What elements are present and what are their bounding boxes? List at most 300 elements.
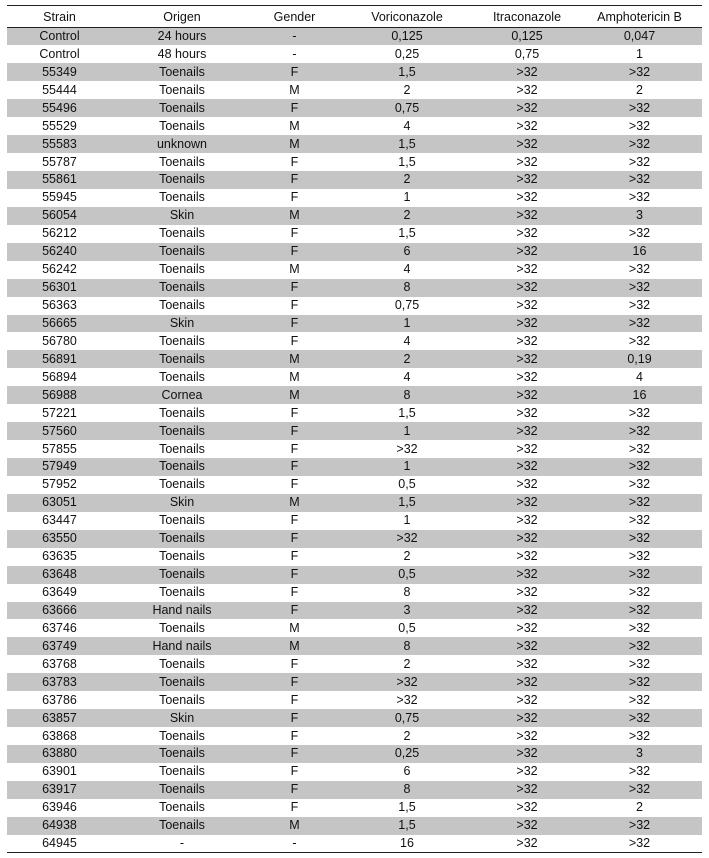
cell-origen: Toenails — [159, 190, 205, 205]
header-itraconazole: Itraconazole — [492, 9, 562, 24]
cell-voriconazole: 1,5 — [398, 495, 416, 510]
cell-origen: Toenails — [159, 262, 205, 277]
cell-voriconazole: 1,5 — [398, 136, 416, 151]
cell-origen: Toenails — [159, 746, 205, 761]
cell-amphotericin-b: >32 — [628, 118, 651, 133]
cell-itraconazole: >32 — [516, 64, 538, 79]
cell-origen: Toenails — [159, 100, 205, 115]
table-row — [7, 153, 702, 171]
cell-origen: Toenails — [159, 692, 205, 707]
table-row — [7, 297, 702, 315]
cell-voriconazole: 6 — [403, 764, 411, 779]
cell-itraconazole: >32 — [516, 244, 538, 259]
cell-origen: Hand nails — [152, 638, 212, 653]
cell-origen: Skin — [169, 710, 195, 725]
cell-gender: F — [290, 710, 299, 725]
cell-strain: 55496 — [42, 100, 77, 115]
cell-origen: Toenails — [159, 82, 205, 97]
cell-origen: 24 hours — [157, 29, 207, 44]
cell-itraconazole: >32 — [516, 567, 538, 582]
table-row — [7, 817, 702, 835]
cell-origen: Toenails — [159, 818, 205, 833]
cell-amphotericin-b: >32 — [628, 567, 651, 582]
cell-amphotericin-b: >32 — [628, 638, 651, 653]
table-row — [7, 745, 702, 763]
cell-amphotericin-b: >32 — [628, 620, 651, 635]
cell-itraconazole: >32 — [516, 262, 538, 277]
table-row — [7, 279, 702, 297]
cell-itraconazole: >32 — [516, 154, 538, 169]
cell-voriconazole: 1,5 — [398, 226, 416, 241]
cell-gender: F — [290, 567, 299, 582]
cell-gender: F — [290, 656, 299, 671]
cell-strain: 63550 — [42, 531, 77, 546]
cell-origen: Toenails — [159, 423, 205, 438]
cell-gender: F — [290, 190, 299, 205]
cell-amphotericin-b: >32 — [628, 405, 651, 420]
cell-gender: M — [289, 387, 300, 402]
cell-itraconazole: >32 — [516, 602, 538, 617]
cell-origen: Toenails — [159, 226, 205, 241]
cell-amphotericin-b: >32 — [628, 100, 651, 115]
table-row — [7, 315, 702, 333]
cell-origen: unknown — [156, 136, 208, 151]
cell-amphotericin-b: >32 — [628, 710, 651, 725]
cell-amphotericin-b: 3 — [636, 746, 643, 761]
cell-strain: 56242 — [42, 262, 77, 277]
cell-strain: 56988 — [42, 387, 77, 402]
cell-origen: Toenails — [159, 800, 205, 815]
cell-itraconazole: >32 — [516, 746, 538, 761]
cell-gender: F — [290, 728, 299, 743]
cell-strain: 55945 — [42, 190, 77, 205]
table-row — [7, 476, 702, 494]
cell-itraconazole: >32 — [516, 315, 538, 330]
cell-strain: 55529 — [42, 118, 77, 133]
cell-origen: Cornea — [161, 387, 203, 402]
cell-itraconazole: >32 — [516, 423, 538, 438]
table-row — [7, 63, 702, 81]
cell-voriconazole: 1 — [403, 513, 411, 528]
cell-origen: Toenails — [159, 280, 205, 295]
cell-gender: M — [289, 818, 300, 833]
cell-strain: 63880 — [42, 746, 77, 761]
cell-voriconazole: 8 — [403, 387, 411, 402]
cell-gender: F — [290, 298, 299, 313]
cell-gender: F — [290, 100, 299, 115]
cell-strain: 63749 — [42, 638, 77, 653]
table-row — [7, 225, 702, 243]
cell-voriconazole: >32 — [396, 441, 418, 456]
cell-itraconazole: >32 — [516, 405, 538, 420]
cell-strain: 55787 — [42, 154, 77, 169]
cell-gender: M — [289, 136, 300, 151]
cell-gender: M — [289, 369, 300, 384]
table-row — [7, 135, 702, 153]
table-row — [7, 781, 702, 799]
cell-voriconazole: 1 — [403, 315, 411, 330]
cell-strain: 63868 — [42, 728, 77, 743]
cell-gender: - — [292, 835, 297, 850]
cell-strain: 63786 — [42, 692, 77, 707]
cell-strain: 63447 — [42, 513, 77, 528]
table-row — [7, 655, 702, 673]
header-voriconazole: Voriconazole — [371, 9, 443, 24]
cell-itraconazole: >32 — [516, 369, 538, 384]
cell-voriconazole: 4 — [403, 333, 411, 348]
cell-origen: Toenails — [159, 674, 205, 689]
cell-voriconazole: 2 — [403, 208, 411, 223]
cell-strain: 63746 — [42, 620, 77, 635]
cell-itraconazole: >32 — [516, 835, 538, 850]
cell-voriconazole: 1,5 — [398, 154, 416, 169]
cell-voriconazole: >32 — [396, 531, 418, 546]
cell-itraconazole: >32 — [516, 549, 538, 564]
table-row — [7, 763, 702, 781]
cell-gender: F — [290, 405, 299, 420]
cell-voriconazole: 4 — [403, 369, 411, 384]
table-row — [7, 404, 702, 422]
cell-gender: M — [289, 638, 300, 653]
table-row — [7, 350, 702, 368]
cell-gender: F — [290, 459, 299, 474]
cell-gender: - — [292, 46, 297, 61]
cell-voriconazole: 1 — [403, 423, 411, 438]
cell-itraconazole: >32 — [516, 387, 538, 402]
cell-origen: Toenails — [159, 459, 205, 474]
cell-strain: 57560 — [42, 423, 77, 438]
cell-strain: 63917 — [42, 782, 77, 797]
cell-itraconazole: 0,75 — [514, 46, 540, 61]
header-row — [7, 6, 702, 28]
cell-strain: 63051 — [42, 495, 77, 510]
table-row — [7, 45, 702, 63]
cell-amphotericin-b: >32 — [628, 315, 651, 330]
cell-gender: F — [290, 423, 299, 438]
cell-origen: Toenails — [159, 764, 205, 779]
cell-strain: 63901 — [42, 764, 77, 779]
cell-strain: 63768 — [42, 656, 77, 671]
cell-strain: Control — [39, 29, 80, 44]
cell-strain: 63649 — [42, 585, 77, 600]
cell-amphotericin-b: >32 — [628, 262, 651, 277]
cell-gender: F — [290, 477, 299, 492]
table-row — [7, 512, 702, 530]
cell-amphotericin-b: >32 — [628, 513, 651, 528]
cell-itraconazole: >32 — [516, 226, 538, 241]
cell-itraconazole: >32 — [516, 477, 538, 492]
cell-voriconazole: 4 — [403, 118, 411, 133]
table-row — [7, 458, 702, 476]
cell-voriconazole: 0,75 — [394, 710, 420, 725]
table-row — [7, 566, 702, 584]
cell-origen: - — [179, 835, 185, 850]
cell-amphotericin-b: >32 — [628, 280, 651, 295]
cell-origen: Toenails — [159, 513, 205, 528]
cell-voriconazole: 3 — [403, 602, 411, 617]
cell-gender: M — [289, 118, 300, 133]
cell-voriconazole: 8 — [403, 782, 411, 797]
cell-amphotericin-b: >32 — [628, 818, 651, 833]
cell-itraconazole: >32 — [516, 620, 538, 635]
cell-strain: 56240 — [42, 244, 77, 259]
cell-strain: 55444 — [42, 82, 77, 97]
cell-voriconazole: 0,25 — [394, 746, 420, 761]
cell-origen: Toenails — [159, 118, 205, 133]
table-row — [7, 386, 702, 404]
cell-origen: Skin — [169, 495, 195, 510]
table-row — [7, 207, 702, 225]
table-row — [7, 117, 702, 135]
cell-itraconazole: >32 — [516, 459, 538, 474]
cell-origen: Toenails — [159, 405, 205, 420]
cell-gender: F — [290, 441, 299, 456]
cell-itraconazole: >32 — [516, 280, 538, 295]
cell-origen: Toenails — [159, 333, 205, 348]
cell-itraconazole: >32 — [516, 692, 538, 707]
cell-gender: M — [289, 495, 300, 510]
cell-amphotericin-b: >32 — [628, 782, 651, 797]
cell-strain: 56891 — [42, 351, 77, 366]
table-row — [7, 171, 702, 189]
cell-origen: Toenails — [159, 441, 205, 456]
cell-amphotericin-b: 2 — [636, 800, 643, 815]
susceptibility-table — [7, 5, 702, 853]
cell-itraconazole: >32 — [516, 172, 538, 187]
table-row — [7, 584, 702, 602]
cell-gender: M — [289, 262, 300, 277]
table-row — [7, 602, 702, 620]
table-row — [7, 189, 702, 207]
cell-strain: 56054 — [42, 208, 77, 223]
cell-gender: F — [290, 746, 299, 761]
cell-itraconazole: >32 — [516, 585, 538, 600]
cell-strain: 57221 — [42, 405, 77, 420]
cell-gender: - — [292, 29, 297, 44]
cell-voriconazole: 6 — [403, 244, 411, 259]
table-row — [7, 727, 702, 745]
header-gender: Gender — [273, 9, 316, 24]
table-row — [7, 709, 702, 727]
cell-itraconazole: >32 — [516, 531, 538, 546]
cell-voriconazole: 0,75 — [394, 100, 420, 115]
cell-voriconazole: 0,75 — [394, 298, 420, 313]
cell-gender: F — [290, 549, 299, 564]
cell-itraconazole: >32 — [516, 208, 538, 223]
cell-itraconazole: >32 — [516, 513, 538, 528]
table-row — [7, 243, 702, 261]
table-row — [7, 835, 702, 853]
cell-strain: 63946 — [42, 800, 77, 815]
table-row — [7, 99, 702, 117]
cell-origen: Toenails — [159, 531, 205, 546]
cell-voriconazole: 1,5 — [398, 405, 416, 420]
cell-strain: 56780 — [42, 333, 77, 348]
cell-gender: F — [290, 602, 299, 617]
cell-voriconazole: 2 — [403, 172, 411, 187]
table-row — [7, 673, 702, 691]
cell-gender: M — [289, 620, 300, 635]
cell-itraconazole: >32 — [516, 298, 538, 313]
cell-gender: F — [290, 585, 299, 600]
cell-strain: 64945 — [42, 835, 77, 850]
cell-origen: Toenails — [159, 244, 205, 259]
cell-origen: Toenails — [159, 782, 205, 797]
cell-strain: 63648 — [42, 567, 77, 582]
cell-voriconazole: 4 — [403, 262, 411, 277]
cell-gender: F — [290, 315, 299, 330]
cell-origen: Toenails — [159, 585, 205, 600]
cell-gender: F — [290, 244, 299, 259]
cell-origen: Hand nails — [152, 602, 212, 617]
cell-strain: 63635 — [42, 549, 77, 564]
cell-gender: F — [290, 692, 299, 707]
table-row — [7, 530, 702, 548]
cell-amphotericin-b: >32 — [628, 602, 651, 617]
table-row — [7, 440, 702, 458]
cell-origen: Toenails — [159, 64, 205, 79]
table-header — [7, 6, 702, 28]
cell-voriconazole: 0,5 — [398, 567, 416, 582]
cell-origen: Toenails — [159, 728, 205, 743]
cell-amphotericin-b: >32 — [628, 298, 651, 313]
cell-amphotericin-b: >32 — [628, 226, 651, 241]
header-amphotericin-b: Amphotericin B — [597, 9, 682, 24]
cell-amphotericin-b: 0,047 — [623, 29, 656, 44]
cell-origen: Toenails — [159, 620, 205, 635]
cell-origen: Toenails — [159, 549, 205, 564]
table-row — [7, 81, 702, 99]
cell-amphotericin-b: >32 — [628, 477, 651, 492]
cell-gender: F — [290, 782, 299, 797]
cell-amphotericin-b: >32 — [628, 64, 651, 79]
cell-itraconazole: >32 — [516, 351, 538, 366]
cell-voriconazole: 1,5 — [398, 64, 416, 79]
cell-gender: M — [289, 208, 300, 223]
cell-gender: F — [290, 800, 299, 815]
table-row — [7, 548, 702, 566]
cell-strain: 64938 — [42, 818, 77, 833]
cell-itraconazole: >32 — [516, 136, 538, 151]
cell-itraconazole: >32 — [516, 333, 538, 348]
cell-itraconazole: >32 — [516, 190, 538, 205]
cell-amphotericin-b: >32 — [628, 172, 651, 187]
cell-itraconazole: 0,125 — [511, 29, 543, 44]
cell-gender: M — [289, 82, 300, 97]
cell-amphotericin-b: >32 — [628, 459, 651, 474]
cell-amphotericin-b: 16 — [632, 244, 647, 259]
cell-gender: F — [290, 333, 299, 348]
cell-voriconazole: 0,25 — [394, 46, 420, 61]
cell-itraconazole: >32 — [516, 674, 538, 689]
table-row — [7, 691, 702, 709]
cell-amphotericin-b: >32 — [628, 441, 651, 456]
cell-voriconazole: 8 — [403, 585, 411, 600]
cell-itraconazole: >32 — [516, 764, 538, 779]
cell-strain: 55861 — [42, 172, 77, 187]
cell-gender: F — [290, 64, 299, 79]
table-row — [7, 637, 702, 655]
table-body — [7, 28, 702, 853]
cell-origen: Skin — [169, 315, 195, 330]
cell-strain: 63783 — [42, 674, 77, 689]
cell-origen: Toenails — [159, 477, 205, 492]
cell-origen: Toenails — [159, 298, 205, 313]
cell-voriconazole: 1 — [403, 190, 411, 205]
cell-amphotericin-b: 3 — [636, 208, 643, 223]
cell-strain: 55583 — [42, 136, 77, 151]
table-row — [7, 494, 702, 512]
table-row — [7, 368, 702, 386]
cell-strain: 56363 — [42, 298, 77, 313]
cell-gender: M — [289, 351, 300, 366]
cell-amphotericin-b: >32 — [628, 136, 651, 151]
cell-origen: Toenails — [159, 567, 205, 582]
cell-amphotericin-b: 16 — [632, 387, 647, 402]
cell-itraconazole: >32 — [516, 800, 538, 815]
header-origen: Origen — [163, 9, 201, 24]
cell-origen: Toenails — [159, 351, 205, 366]
cell-strain: 55349 — [42, 64, 77, 79]
cell-origen: Toenails — [159, 154, 205, 169]
cell-itraconazole: >32 — [516, 782, 538, 797]
cell-strain: 63666 — [42, 602, 77, 617]
table-row — [7, 619, 702, 637]
cell-origen: Toenails — [159, 172, 205, 187]
cell-gender: F — [290, 513, 299, 528]
cell-strain: 57855 — [42, 441, 77, 456]
table-row — [7, 422, 702, 440]
cell-gender: F — [290, 172, 299, 187]
cell-strain: 56665 — [42, 315, 77, 330]
cell-voriconazole: 0,5 — [398, 620, 416, 635]
cell-voriconazole: 16 — [400, 835, 414, 850]
cell-origen: 48 hours — [157, 46, 207, 61]
cell-itraconazole: >32 — [516, 818, 538, 833]
cell-strain: 63857 — [42, 710, 77, 725]
cell-amphotericin-b: >32 — [628, 154, 651, 169]
header-strain: Strain — [43, 9, 76, 24]
cell-itraconazole: >32 — [516, 118, 538, 133]
cell-amphotericin-b: 1 — [636, 46, 643, 61]
cell-gender: F — [290, 226, 299, 241]
cell-amphotericin-b: >32 — [628, 531, 651, 546]
cell-strain: 56894 — [42, 369, 77, 384]
cell-voriconazole: 8 — [403, 280, 411, 295]
cell-amphotericin-b: 4 — [636, 369, 643, 384]
cell-amphotericin-b: >32 — [628, 423, 651, 438]
cell-itraconazole: >32 — [516, 100, 538, 115]
cell-strain: Control — [39, 46, 80, 61]
cell-origen: Toenails — [159, 656, 205, 671]
cell-amphotericin-b: >32 — [628, 333, 651, 348]
cell-amphotericin-b: >32 — [628, 692, 651, 707]
cell-gender: F — [290, 154, 299, 169]
table-row — [7, 261, 702, 279]
cell-voriconazole: 1,5 — [398, 800, 416, 815]
table-row — [7, 332, 702, 350]
cell-voriconazole: 1,5 — [398, 818, 416, 833]
cell-amphotericin-b: >32 — [628, 674, 651, 689]
cell-itraconazole: >32 — [516, 656, 538, 671]
cell-voriconazole: 2 — [403, 549, 411, 564]
cell-amphotericin-b: >32 — [628, 190, 651, 205]
cell-voriconazole: >32 — [396, 692, 418, 707]
cell-strain: 57949 — [42, 459, 77, 474]
cell-voriconazole: 0,5 — [398, 477, 416, 492]
cell-itraconazole: >32 — [516, 441, 538, 456]
cell-itraconazole: >32 — [516, 638, 538, 653]
